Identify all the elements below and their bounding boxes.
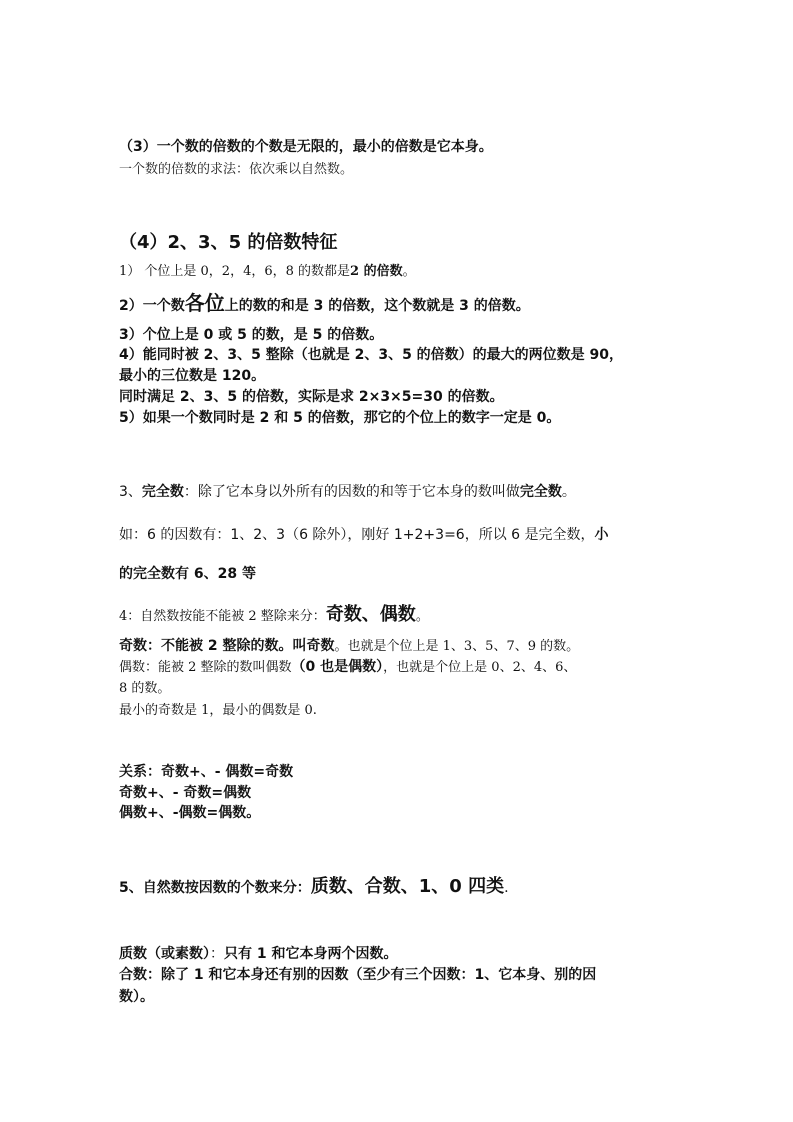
relation-line-1: 关系：奇数+、- 偶数=奇数 — [119, 764, 294, 780]
perfect-number-definition: ：除了它本身以外所有的因数的和等于它本身的数叫做 — [183, 484, 520, 500]
composite-definition-continued: 数）。 — [119, 989, 154, 1005]
perfect-number-term: 完全数 — [141, 484, 184, 500]
odd-even-emphasis: 奇数、偶数 — [325, 604, 416, 625]
prime-term: 质数（或素数） — [119, 946, 210, 962]
odd-even-heading-line — [119, 606, 429, 624]
composite-definition-line: 合数：除了 1 和它本身还有别的因数（至少有三个因数：1、它本身、别的因 — [119, 967, 597, 983]
prime-colon: ： — [210, 946, 224, 962]
rule-3-line: 3）个位上是 0 或 5 的数，是 5 的倍数。 — [119, 327, 384, 343]
rule-1-line — [119, 265, 416, 278]
example-text-bold: 小 — [594, 527, 609, 543]
prime-definition-line — [119, 947, 398, 961]
rule-4-line: 4）能同时被 2、3、5 整除（也就是 2、3、5 的倍数）的最大的两位数是 90， — [119, 347, 624, 363]
even-definition-text: 偶数：能被 2 整除的数叫偶数 — [119, 660, 292, 675]
rule-4-continued-line: 最小的三位数是 120。 — [119, 368, 266, 384]
smallest-odd-even-line: 最小的奇数是 1，最小的偶数是 0. — [119, 703, 317, 718]
prime-definition: 只有 1 和它本身两个因数。 — [224, 946, 398, 962]
odd-definition-text: 。也就是个位上是 1、3、5、7、9 的数。 — [334, 639, 580, 654]
odd-definition-bold: 奇数：不能被 2 整除的数。叫奇数 — [119, 638, 335, 654]
even-definition-continued: 8 的数。 — [119, 681, 171, 696]
perfect-number-term-2: 完全数 — [519, 484, 562, 500]
odd-definition-line — [119, 639, 579, 653]
odd-even-end: 。 — [415, 609, 429, 624]
odd-even-intro: 4：自然数按能不能被 2 整除来分： — [119, 609, 326, 624]
relation-line-3: 偶数+、-偶数=偶数。 — [119, 805, 261, 821]
multiples-method-line: 一个数的倍数的求法：依次乘以自然数。 — [119, 162, 354, 177]
perfect-number-line — [119, 485, 576, 499]
perfect-number-example-line — [119, 528, 609, 542]
even-definition-line — [119, 660, 576, 674]
classification-emphasis: 质数、合数、1、0 四类 — [310, 876, 505, 897]
even-definition-bold: （0 也是偶数） — [291, 659, 384, 675]
rule-2-text-end: 上的数的和是 3 的倍数，这个数就是 3 的倍数。 — [224, 298, 530, 314]
example-text: 如：6 的因数有：1、2、3（6 除外），刚好 1+2+3=6，所以 6 是完全数， — [119, 527, 595, 543]
rule-1-end: 。 — [402, 264, 416, 279]
multiples-infinite-line: （3）一个数的倍数的个数是无限的，最小的倍数是它本身。 — [119, 139, 493, 155]
rule-4-note-line: 同时满足 2、3、5 的倍数，实际是求 2×3×5=30 的倍数。 — [119, 389, 504, 405]
classification-end: . — [504, 880, 509, 896]
even-definition-text-end: ，也就是个位上是 0、2、4、6、 — [383, 660, 577, 675]
rule-2-line — [119, 293, 530, 313]
section-heading-multiples-235: （4）2、3、5 的倍数特征 — [119, 232, 338, 253]
prime-composite-heading-line — [119, 878, 509, 896]
perfect-number-end: 。 — [561, 484, 576, 500]
rule-5-line: 5）如果一个数同时是 2 和 5 的倍数，那它的个位上的数字一定是 0。 — [119, 410, 561, 426]
rule-2-emphasis: 各位 — [184, 291, 225, 315]
rule-1-bold: 2 的倍数 — [350, 264, 403, 279]
classification-intro: 5、自然数按因数的个数来分： — [119, 880, 311, 896]
rule-2-text: 2）一个数 — [119, 298, 185, 314]
perfect-number-example-continued: 的完全数有 6、28 等 — [119, 566, 256, 582]
relation-line-2: 奇数+、- 奇数=偶数 — [119, 785, 252, 801]
rule-1-text: 1） 个位上是 0，2，4，6，8 的数都是 — [119, 264, 351, 279]
perfect-number-index: 3、 — [119, 484, 142, 500]
